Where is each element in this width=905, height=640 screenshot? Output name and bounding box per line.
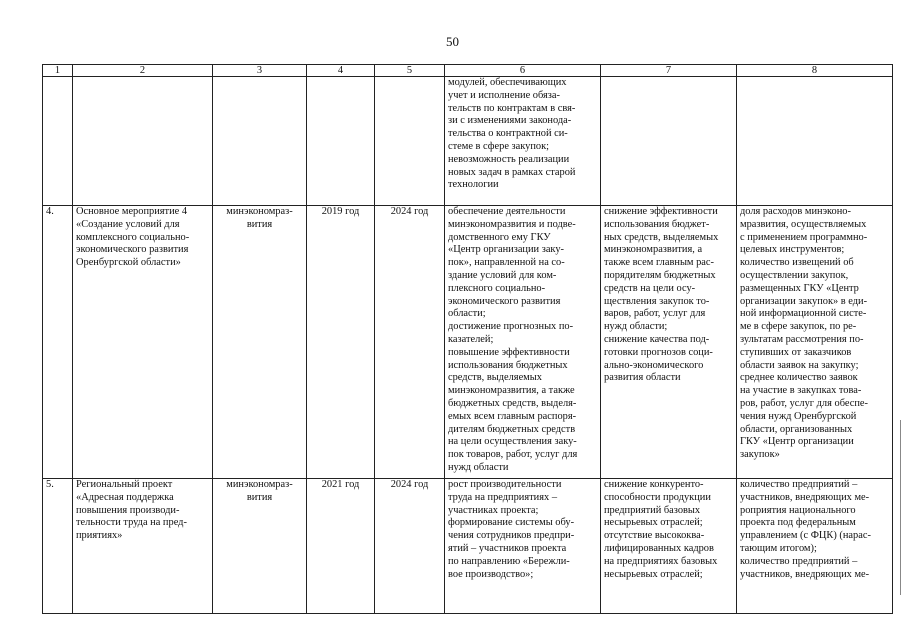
cell-text-line: вития xyxy=(246,218,273,230)
cell-text-line: Основное мероприятие 4 xyxy=(76,206,188,217)
executor-cell xyxy=(213,206,307,479)
cell-text-line: тельств по контрактам в свя- xyxy=(448,102,576,114)
column-header: 6 xyxy=(445,65,601,77)
page-number: 50 xyxy=(446,34,459,49)
expected-result-cell xyxy=(445,77,601,206)
cell-text-line: предприятий базовых xyxy=(604,504,701,516)
cell-text-line: пок товаров, работ, услуг для xyxy=(448,449,578,461)
consequences-cell xyxy=(601,479,737,614)
cell-text-line: осуществлении закупок, xyxy=(740,269,849,281)
cell-text-line: управлением (с ФЦК) (нарас- xyxy=(740,530,871,542)
cell-text-line: «Центр организации заку- xyxy=(448,244,564,256)
cell-text-line: ных средств, выделяемых xyxy=(604,231,719,243)
cell-text-line: снижение эффективности xyxy=(604,206,718,217)
cell-text-line: организации закупок» в еди- xyxy=(740,295,868,307)
table-row xyxy=(43,479,893,614)
cell-text-line: способности продукции xyxy=(604,491,711,503)
cell-text-line: доля расходов минэконо- xyxy=(740,206,851,217)
cell-text-line: снижение конкуренто- xyxy=(604,479,704,490)
table-row xyxy=(43,77,893,206)
cell-text-line: ров, работ, услуг для обеспе- xyxy=(740,397,868,409)
column-header: 5 xyxy=(375,65,445,77)
cell-text-line: количество предприятий – xyxy=(740,555,858,567)
cell-text-line: порядителям бюджетных xyxy=(604,269,716,281)
cell-text-line: участниках проекта; xyxy=(448,504,539,516)
column-header: 3 xyxy=(213,65,307,77)
end-year-cell: 2024 год xyxy=(375,479,445,614)
cell-text-line: участников, внедряющих ме- xyxy=(740,491,870,503)
indicators-cell xyxy=(737,206,893,479)
cell-text-line: минэкономразвития, а также xyxy=(448,385,575,397)
start-year-cell xyxy=(307,77,375,206)
table-row xyxy=(43,206,893,479)
column-header: 8 xyxy=(737,65,893,77)
cell-text-line: технологии xyxy=(448,179,499,191)
cell-text-line: участников, внедряющих ме- xyxy=(740,568,870,580)
cell-text-line: лифицированных кадров xyxy=(604,542,714,554)
cell-text-line: учет и исполнение обяза- xyxy=(448,89,560,101)
cell-text-line: чения сотрудников предпри- xyxy=(448,530,575,542)
cell-text-line: минэкономраз- xyxy=(226,479,293,490)
cell-text-line: области, организованных xyxy=(740,423,853,435)
cell-text-line: минэкономразвития, а xyxy=(604,244,703,256)
cell-text-line: минэкономраз- xyxy=(226,206,293,217)
cell-text-line: «Адресная поддержка xyxy=(76,491,174,503)
cell-text-line: дителям бюджетных средств xyxy=(448,423,576,435)
cell-text-line: количество извещений об xyxy=(740,257,854,269)
cell-text-line: ально-экономического xyxy=(604,359,704,371)
cell-text-line: использования бюджет- xyxy=(604,218,710,230)
cell-text-line: количество предприятий – xyxy=(740,479,858,490)
cell-text-line: средств, выделяемых xyxy=(448,372,542,384)
cell-text-line: среднее количество заявок xyxy=(740,372,858,384)
cell-text-line: снижение качества под- xyxy=(604,333,710,345)
cell-text-line: модулей, обеспечивающих xyxy=(448,77,567,88)
cell-text-line: несырьевых отраслей; xyxy=(604,568,703,580)
cell-text-line: комплексного социально- xyxy=(76,231,190,243)
cell-text-line: развития области xyxy=(604,372,681,384)
cell-text-line: несырьевых отраслей; xyxy=(604,517,703,529)
cell-text-line: рост производительности xyxy=(448,479,562,490)
measure-name-cell xyxy=(73,77,213,206)
cell-text-line: экономического развития xyxy=(448,295,561,307)
expected-result-cell xyxy=(445,206,601,479)
cell-text-line: проекта под федеральным xyxy=(740,517,856,529)
cell-text-line: области заявок на закупку; xyxy=(740,359,859,371)
end-year-cell: 2024 год xyxy=(375,206,445,479)
cell-text-line: формирование системы обу- xyxy=(448,517,575,529)
cell-text-line: плексного социально- xyxy=(448,282,546,294)
cell-text-line: Оренбургской области» xyxy=(76,257,181,269)
cell-text-line: ятий – участников проекта xyxy=(448,542,567,554)
cell-text-line: вития xyxy=(246,491,273,503)
cell-text-line: с применением программно- xyxy=(740,231,868,243)
cell-text-line: тельности труда на пред- xyxy=(76,517,187,529)
cell-text-line: минэкономразвития и подве- xyxy=(448,218,576,230)
cell-text-line: Региональный проект xyxy=(76,479,173,490)
cell-text-line: тающим итогом); xyxy=(740,542,817,554)
start-year-cell: 2019 год xyxy=(307,206,375,479)
cell-text-line: повышение эффективности xyxy=(448,346,570,358)
cell-text-line: роприятия национального xyxy=(740,504,856,516)
cell-text-line: домственного ему ГКУ xyxy=(448,231,551,243)
cell-text-line: нужд области; xyxy=(604,321,668,333)
cell-text-line: пок», направленной на со- xyxy=(448,257,565,269)
column-header: 7 xyxy=(601,65,737,77)
cell-text-line: нужд области xyxy=(448,461,509,473)
measure-name-cell xyxy=(73,479,213,614)
cell-text-line: повышения производи- xyxy=(76,504,180,516)
cell-text-line: «Создание условий для xyxy=(76,218,180,230)
cell-text-line: отсутствие высококва- xyxy=(604,530,705,542)
cell-text-line: ной информационной систе- xyxy=(740,308,867,320)
consequences-cell xyxy=(601,77,737,206)
cell-text-line: ГКУ «Центр организации xyxy=(740,436,854,448)
cell-text-line: мразвития, осуществляемых xyxy=(740,218,867,230)
cell-text-line: тельства о контрактной си- xyxy=(448,128,568,140)
cell-text-line: труда на предприятиях – xyxy=(448,491,558,503)
cell-text-line: ступивших от заказчиков xyxy=(740,346,852,358)
end-year-cell xyxy=(375,77,445,206)
start-year-cell: 2021 год xyxy=(307,479,375,614)
table-header-row xyxy=(43,65,893,77)
measure-name-cell xyxy=(73,206,213,479)
row-number xyxy=(43,77,73,206)
cell-text-line: размещенных ГКУ «Центр xyxy=(740,282,859,294)
executor-cell xyxy=(213,77,307,206)
expected-result-cell xyxy=(445,479,601,614)
cell-text-line: по направлению «Бережли- xyxy=(448,555,570,567)
column-header: 1 xyxy=(43,65,73,77)
cell-text-line: ме в сфере закупок, по ре- xyxy=(740,321,857,333)
cell-text-line: целевых инструментов; xyxy=(740,244,845,256)
cell-text-line: вое производство»; xyxy=(448,568,534,580)
column-header: 4 xyxy=(307,65,375,77)
cell-text-line: использования бюджетных xyxy=(448,359,568,371)
cell-text-line: обеспечение деятельности xyxy=(448,206,566,217)
cell-text-line: экономического развития xyxy=(76,244,189,256)
row-number: 4. xyxy=(43,206,73,479)
cell-text-line: здание условий для ком- xyxy=(448,269,557,281)
cell-text-line: готовки прогнозов соци- xyxy=(604,346,713,358)
cell-text-line: зи с изменениями законода- xyxy=(448,115,572,127)
indicators-cell xyxy=(737,77,893,206)
cell-text-line: приятиях» xyxy=(76,530,123,542)
cell-text-line: емых всем главным распоря- xyxy=(448,410,577,422)
cell-text-line: казателей; xyxy=(448,333,494,345)
cell-text-line: бюджетных средств, выделя- xyxy=(448,397,577,409)
cell-text-line: на предприятиях базовых xyxy=(604,555,718,567)
cell-text-line: невозможность реализации xyxy=(448,153,570,165)
cell-text-line: зультатам рассмотрения по- xyxy=(740,333,864,345)
cell-text-line: также всем главным рас- xyxy=(604,257,714,269)
executor-cell xyxy=(213,479,307,614)
cell-text-line: достижение прогнозных по- xyxy=(448,321,574,333)
cell-text-line: на цели осуществления заку- xyxy=(448,436,577,448)
cell-text-line: варов, работ, услуг для xyxy=(604,308,706,320)
column-header: 2 xyxy=(73,65,213,77)
cell-text-line: новых задач в рамках старой xyxy=(448,166,576,178)
measures-table xyxy=(42,64,893,614)
cell-text-line: стеме в сфере закупок; xyxy=(448,140,550,152)
cell-text-line: области; xyxy=(448,308,486,320)
row-number: 5. xyxy=(43,479,73,614)
cell-text-line: закупок» xyxy=(740,449,780,461)
cell-text-line: на участие в закупках това- xyxy=(740,385,862,397)
cell-text-line: чения нужд Оренбургской xyxy=(740,410,857,422)
consequences-cell xyxy=(601,206,737,479)
cell-text-line: средств на цели осу- xyxy=(604,282,696,294)
indicators-cell xyxy=(737,479,893,614)
scan-edge-line xyxy=(900,420,901,595)
cell-text-line: ществления закупок то- xyxy=(604,295,710,307)
